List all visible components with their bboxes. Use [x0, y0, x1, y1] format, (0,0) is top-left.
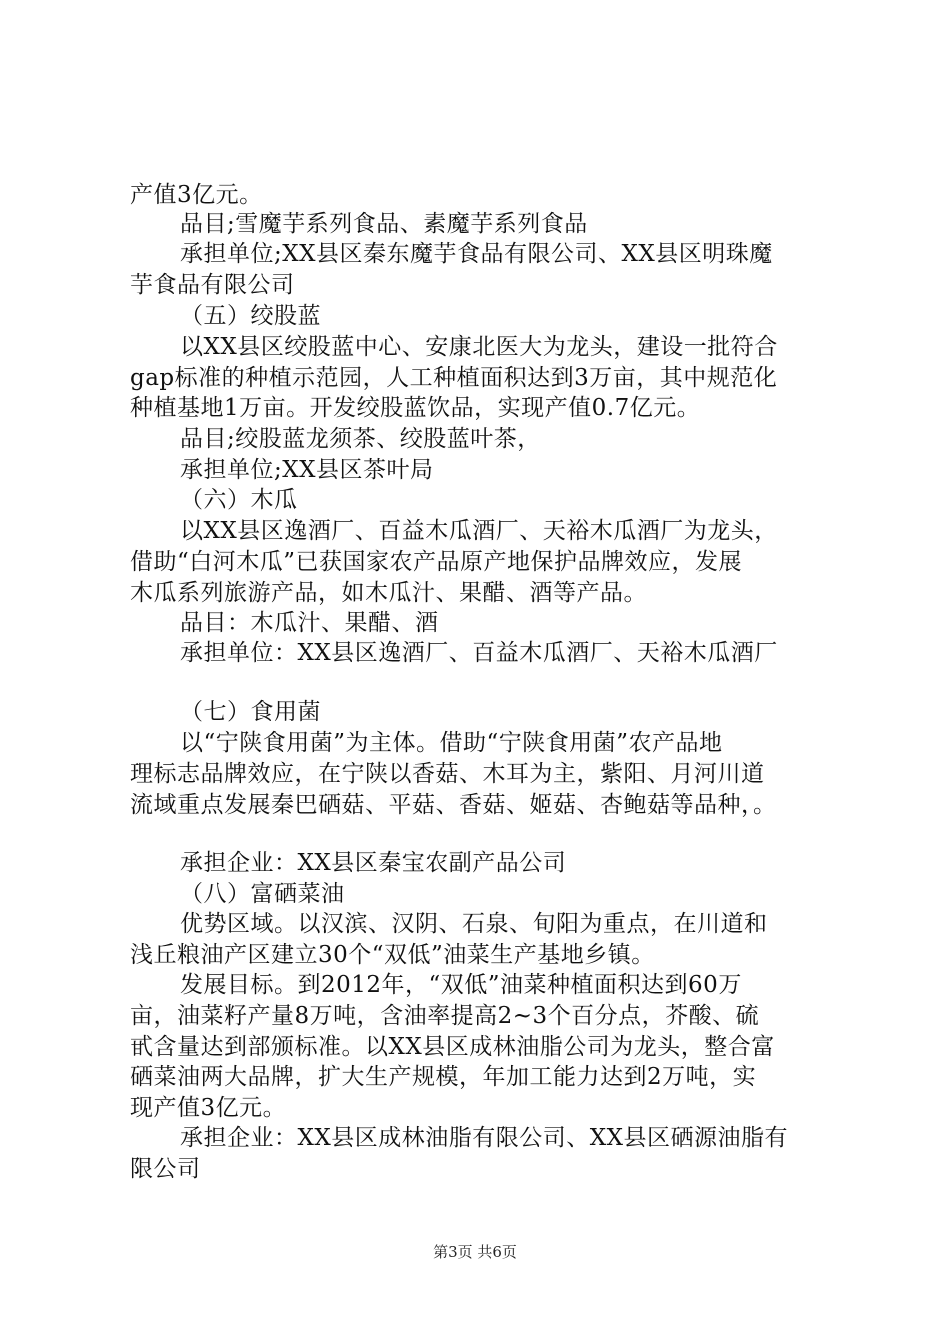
text-line: 承担单位;XX县区秦东魔芋食品有限公司、XX县区明珠魔: [180, 241, 773, 267]
text-line: 承担企业：XX县区成林油脂有限公司、XX县区硒源油脂有: [180, 1125, 788, 1151]
section-heading: （七）食用菌: [180, 699, 321, 725]
text-line: 芋食品有限公司: [130, 272, 295, 298]
text-line: 现产值3亿元。: [130, 1095, 287, 1121]
text-line: 品目;雪魔芋系列食品、素魔芋系列食品: [180, 211, 588, 237]
text-line: 硒菜油两大品牌，扩大生产规模，年加工能力达到2万吨，实: [130, 1064, 757, 1090]
text-line: 亩，油菜籽产量8万吨，含油率提高2~3个百分点，芥酸、硫: [130, 1003, 760, 1029]
text-line: 流域重点发展秦巴硒菇、平菇、香菇、姬菇、杏鲍菇等品种，。: [130, 792, 777, 818]
text-line: 以XX县区绞股蓝中心、安康北医大为龙头，建设一批符合: [180, 334, 778, 360]
text-line: 木瓜系列旅游产品，如木瓜汁、果醋、酒等产品。: [130, 580, 647, 606]
text-line: 优势区域。以汉滨、汉阴、石泉、旬阳为重点，在川道和: [180, 911, 768, 937]
text-line: 种植基地1万亩。开发绞股蓝饮品，实现产值0.7亿元。: [130, 395, 701, 421]
text-line: 以“宁陕食用菌”为主体。借助“宁陕食用菌”农产品地: [180, 730, 723, 756]
text-line: 以XX县区逸酒厂、百益木瓜酒厂、天裕木瓜酒厂为龙头，: [180, 518, 778, 544]
page-number-footer: 第3页 共6页: [433, 1243, 517, 1261]
text-line: 借助“白河木瓜”已获国家农产品原产地保护品牌效应，发展: [130, 549, 743, 575]
text-line: 限公司: [130, 1156, 201, 1182]
text-line: 发展目标。到2012年，“双低”油菜种植面积达到60万: [180, 972, 742, 998]
section-heading: （五）绞股蓝: [180, 303, 321, 329]
text-line: 承担企业：XX县区秦宝农副产品公司: [180, 850, 567, 876]
text-line: 承担单位：XX县区逸酒厂、百益木瓜酒厂、天裕木瓜酒厂: [180, 640, 778, 666]
text-line: 品目;绞股蓝龙须茶、绞股蓝叶茶，: [180, 426, 541, 452]
section-heading: （六）木瓜: [180, 487, 298, 513]
text-line: 产值3亿元。: [130, 182, 263, 208]
section-heading: （八）富硒菜油: [180, 881, 345, 907]
text-line: gap标准的种植示范园，人工种植面积达到3万亩，其中规范化: [130, 365, 778, 391]
text-line: 浅丘粮油产区建立30个“双低”油菜生产基地乡镇。: [130, 942, 655, 968]
text-line: 品目：木瓜汁、果醋、酒: [180, 610, 439, 636]
text-line: 甙含量达到部颁标准。以XX县区成林油脂公司为龙头，整合富: [130, 1034, 775, 1060]
text-line: 理标志品牌效应，在宁陕以香菇、木耳为主，紫阳、月河川道: [130, 761, 765, 787]
text-line: 承担单位;XX县区茶叶局: [180, 457, 434, 483]
